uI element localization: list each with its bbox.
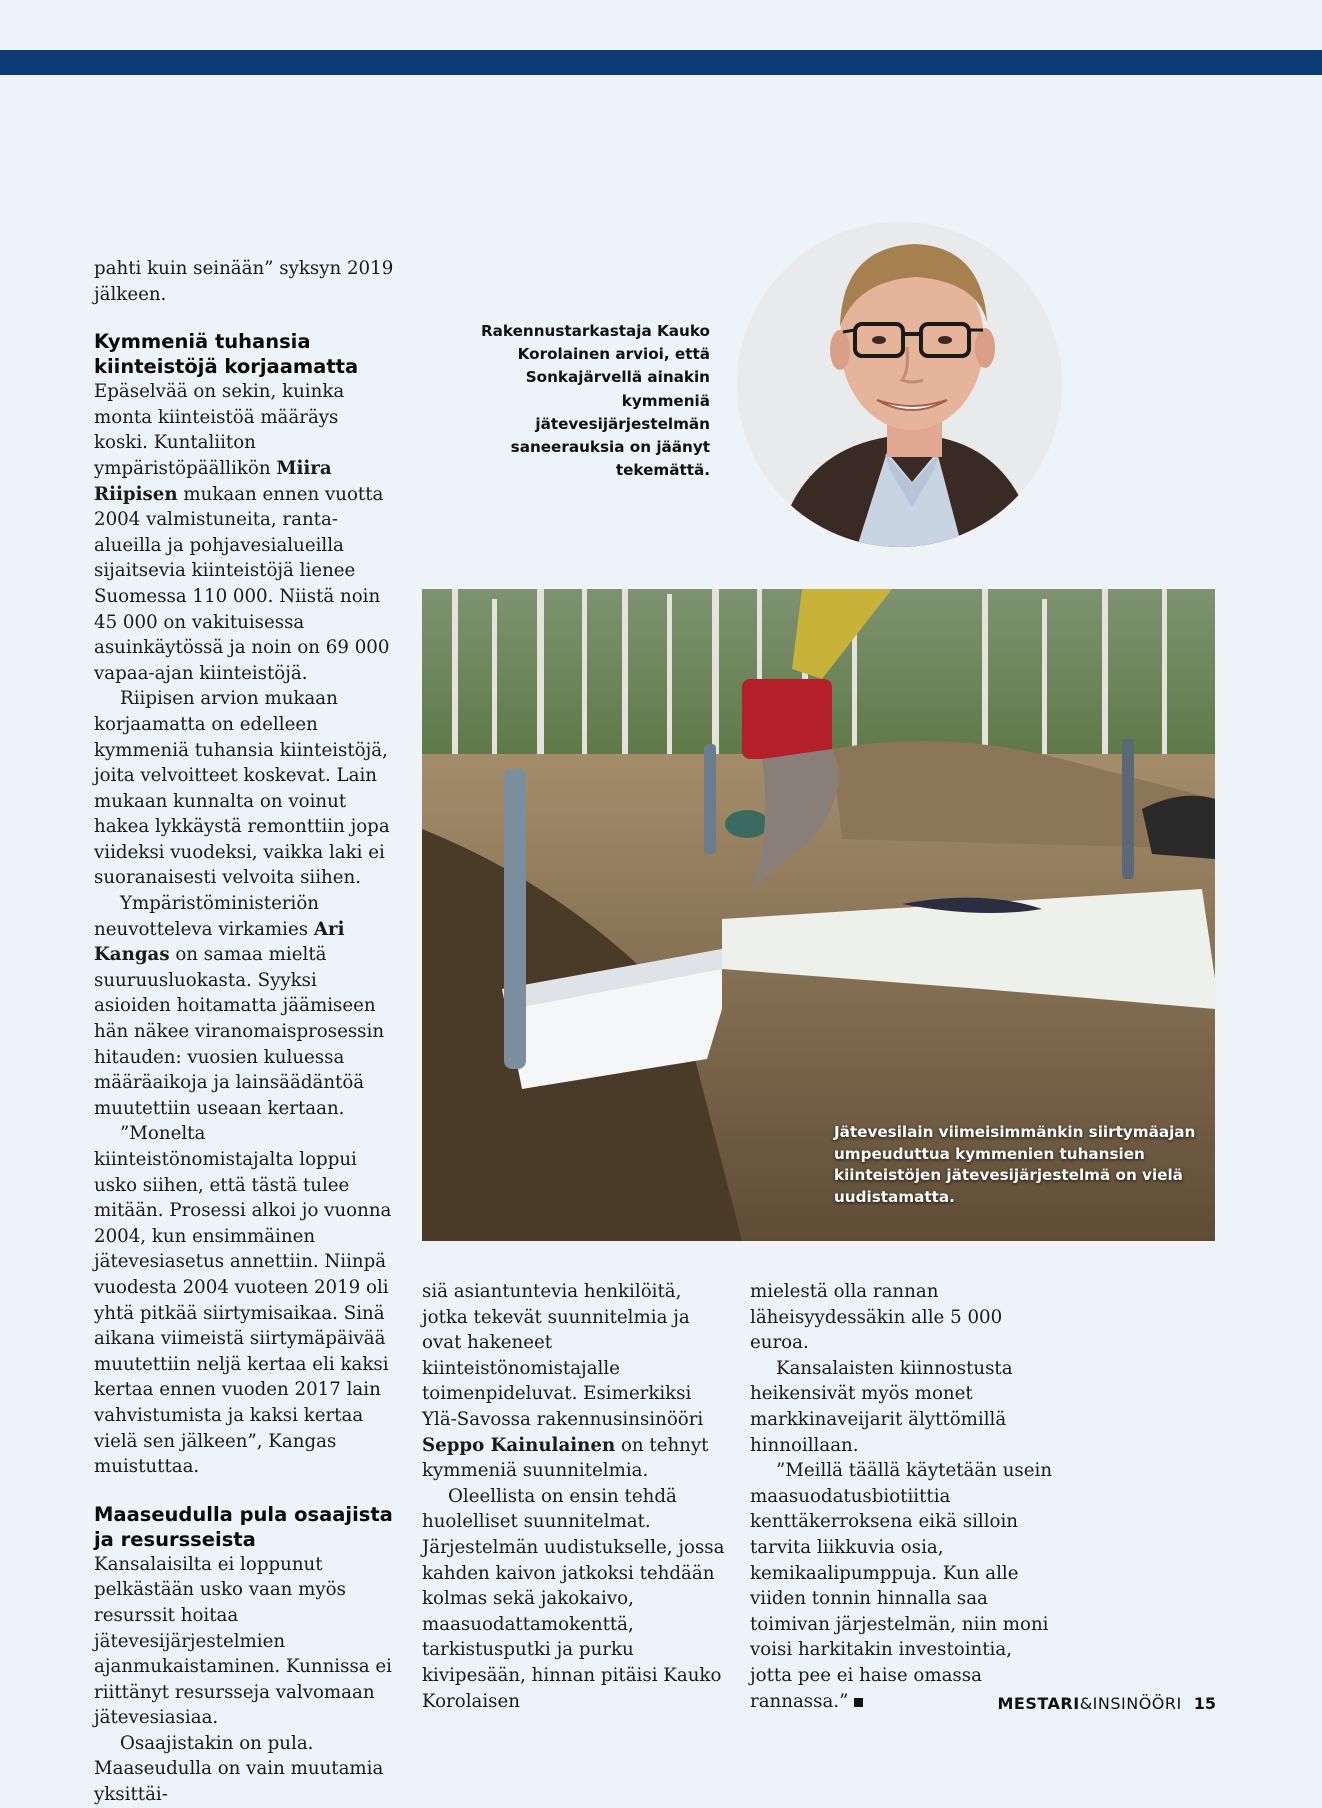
paragraph: Oleellista on ensin tehdä huolelliset suunnitelmat. Järjestelmän uudistukselle, jossa kahden kaivon jatkoksi tehdään kolmas sekä jakokaivo, maasuodattamokenttä, tarkistusputki ja purku kivipesään, hinnan pitäisi Kauko Korolaisen: [422, 1485, 725, 1712]
paragraph: Kansalaisilta ei loppunut pelkästään usko vaan myös resurssit hoitaa jätevesijärjestelmien ajanmukaistaminen. Kunnissa ei riittänyt resursseja valvomaan jätevesiasiaa.: [94, 1553, 392, 1729]
septic-system-photo: [422, 589, 1215, 1241]
article-column-1: [94, 256, 394, 1808]
subheading-kiinteistot: Kymmeniä tuhansia kiinteistöjä korjaamatta: [94, 330, 359, 379]
magazine-brand: MESTARI: [997, 1694, 1080, 1713]
paragraph-quote: ”Meillä täällä käytetään usein maasuodatusbiotiittia kenttäkerroksena eikä silloin tarvita liikkuvia osia, kemikaalipumppuja. Kun alle viiden tonnin hinnalla saa toimivan järjestelmän, niin moni voisi harkitakin investointia, jotta pee ei haise omassa rannassa.”: [750, 1460, 1053, 1712]
photo-caption: Jätevesilain viimeisimmänkin siirtymäajan umpeuduttua kymmenien tuhansien kiinteistöjen jätevesijärjestelmä on vielä uudistamatta.: [834, 1123, 1196, 1206]
paragraph-intro: pahti kuin seinään” syksyn 2019 jälkeen.: [94, 258, 394, 305]
paragraph: mielestä olla rannan läheisyydessäkin alle 5 000 euroa.: [750, 1281, 1003, 1354]
subheading-maaseutu: Maaseudulla pula osaajista ja resursseista: [94, 1502, 393, 1551]
paragraph: Kansalaisten kiinnostusta heikensivät myös monet markkinaveijarit älyttömillä hinnoillaan.: [750, 1357, 1013, 1456]
end-mark-icon: [854, 1698, 863, 1707]
person-name: Ari Kangas: [94, 918, 345, 966]
paragraph-quote: ”Monelta kiinteistönomistajalta loppui usko siihen, että tästä tulee mitään. Prosessi alkoi jo vuonna 2004, kun ensimmäinen jätevesiasetus annettiin. Niinpä vuodesta 2004 vuoteen 2019 oli yhtä pitkää siirtymisaikaa. Sinä aikana viimeistä siirtymäpäivää muutettiin neljä kertaa eli kaksi kertaa ennen vuoden 2017 lain vahvistumista ja kaksi kertaa vielä sen jälkeen”, Kangas muistuttaa.: [94, 1123, 392, 1478]
person-name: Miira Riipisen: [94, 457, 332, 505]
article-column-3: [750, 1279, 1056, 1714]
magazine-brand-suffix: &INSINÖÖRI: [1079, 1694, 1182, 1713]
paragraph: siä asiantuntevia henkilöitä, jotka tekevät suunnitelmia ja ovat hakeneet kiinteistönomistajalle toimenpideluvat. Esimerkiksi Ylä-Savossa rakennusinsinööri Seppo Kainulainen on tehnyt kymmeniä suunnitelmia.: [422, 1281, 709, 1482]
person-name: Seppo Kainulainen: [422, 1434, 616, 1456]
paragraph: Osaajistakin on pula. Maaseudulla on vain muutamia yksittäi-: [94, 1732, 384, 1806]
portrait-caption: Rakennustarkastaja Kauko Korolainen arvioi, että Sonkajärvellä ainakin kymmeniä jätevesijärjestelmän saneerauksia on jäänyt tekemättä.: [480, 322, 710, 480]
page-footer: [998, 1694, 1217, 1713]
paragraph: Ympäristöministeriön neuvotteleva virkamies Ari Kangas on samaa mieltä suuruusluokasta. Syyksi asioiden hoitamatta jäämiseen hän näkee viranomaisprosessin hitauden: vuosien kuluessa määräaikoja ja lainsäädäntöä muutettiin useaan kertaan.: [94, 893, 385, 1119]
article-column-2: [422, 1279, 728, 1714]
top-accent-bar: [0, 50, 1322, 75]
paragraph: Epäselvää on sekin, kuinka monta kiinteistöä määräys koski. Kuntaliiton ympäristöpäällikön Miira Riipisen mukaan ennen vuotta 2004 valmistuneita, ranta-alueilla ja pohjavesialueilla sijaitsevia kiinteistöjä lienee Suomessa 110 000. Niistä noin 45 000 on vakituisessa asuinkäytössä ja noin on 69 000 vapaa-ajan kiinteistöjä.: [94, 381, 390, 684]
portrait-photo: [737, 222, 1062, 547]
paragraph: Riipisen arvion mukaan korjaamatta on edelleen kymmeniä tuhansia kiinteistöjä, joita velvoitteet koskevat. Lain mukaan kunnalta on voinut hakea lykkäystä remonttiin jopa viideksi vuodeksi, vaikka laki ei suoranaisesti velvoita siihen.: [94, 688, 390, 889]
page-number: 15: [1193, 1694, 1216, 1713]
